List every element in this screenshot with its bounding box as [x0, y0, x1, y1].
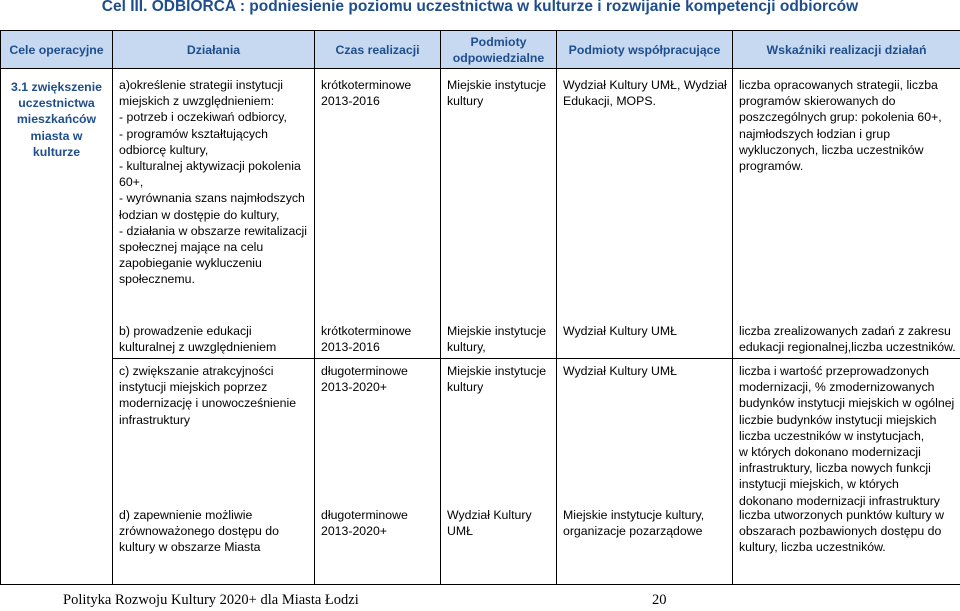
- partners-a-text: Wydział Kultury UMŁ, Wydział Edukacji, MOPS.: [563, 78, 727, 109]
- indicators-c-text: liczba i wartość przeprowadzonych modernizacji, % zmodernizowanych budynków instytucji miejskich w ogólnej liczbie budynków instytucji miejskich liczba uczestników w instytucjach, w których dokonano modernizacji infrastruktury, liczba nowych funkcji instytucji miejskich, w których dokonano modernizacji infrastruktury: [739, 364, 955, 508]
- partners-cell: [557, 69, 733, 359]
- time-d-text: długoterminowe 2013-2020+: [321, 508, 408, 539]
- responsible-cell: [441, 69, 557, 359]
- indicators-cell: [733, 359, 960, 585]
- header-goals: Cele operacyjne: [1, 31, 113, 69]
- partners-b-text: Wydział Kultury UMŁ: [563, 324, 678, 338]
- header-partners: Podmioty współpracujące: [557, 31, 733, 69]
- indicators-a-text: liczba opracowanych strategii, liczba programów skierowanych do poszczególnych grup: pokolenia 60+, najmłodszych łodzian i grup wykluczonych, liczba uczestników programów.: [739, 78, 942, 174]
- partners-cell: [557, 359, 733, 585]
- time-a-text: krótkoterminowe 2013-2016: [321, 78, 412, 109]
- responsible-d-text: Wydział Kultury UMŁ: [447, 508, 532, 539]
- action-b-text: b) prowadzenie edukacji kulturalnej z uwzględnieniem: [119, 324, 277, 355]
- page-title: Cel III. ODBIORCA : podniesienie poziomu uczestnictwa w kulturze i rozwijanie kompetencji odbiorców: [101, 0, 859, 15]
- actions-cell: [113, 69, 315, 359]
- action-a-text: a)określenie strategii instytucji miejskich z uwzględnieniem: - potrzeb i oczekiwań odbiorcy, - programów kształtujących odbiorcę kultury, - kulturalnej aktywizacji pokolenia 60+, - wyrównania szans najmłodszych łodzian w dostępie do kultury, - działania w obszarze rewitalizacji społecznej mające na celu zapobieganie wykluczeniu społecznemu.: [119, 78, 307, 287]
- operational-goal: 3.1 zwiększenie uczestnictwa mieszkańców miasta w kulturze: [1, 69, 113, 585]
- table-row: [1, 69, 960, 359]
- header-actions: Działania: [113, 31, 315, 69]
- actions-cell: [113, 359, 315, 585]
- time-c-text: długoterminowe 2013-2020+: [321, 364, 408, 395]
- action-d-text: d) zapewnienie możliwie zrównoważonego dostępu do kultury w obszarze Miasta: [119, 508, 279, 555]
- header-responsible: Podmioty odpowiedzialne: [441, 31, 557, 69]
- partners-c-text: Wydział Kultury UMŁ: [563, 364, 678, 378]
- responsible-c-text: Miejskie instytucje kultury: [447, 364, 547, 395]
- footer-text: Polityka Rozwoju Kultury 2020+ dla Miasta Łodzi: [63, 592, 359, 608]
- action-table: [0, 30, 960, 585]
- indicators-d-text: liczba utworzonych punktów kultury w obszarach pozbawionych dostępu do kultury, liczba uczestników.: [739, 508, 945, 555]
- time-b-text: krótkoterminowe 2013-2016: [321, 324, 412, 355]
- header-indicators: Wskaźniki realizacji działań: [733, 31, 960, 69]
- time-cell: [315, 69, 441, 359]
- page-number: 20: [652, 592, 667, 608]
- responsible-cell: [441, 359, 557, 585]
- table-row: [1, 359, 960, 585]
- indicators-b-text: liczba zrealizowanych zadań z zakresu edukacji regionalnej,liczba uczestników.: [739, 324, 956, 355]
- responsible-a-text: Miejskie instytucje kultury: [447, 78, 547, 109]
- time-cell: [315, 359, 441, 585]
- header-time: Czas realizacji: [315, 31, 441, 69]
- action-c-text: c) zwiększanie atrakcyjności instytucji miejskich poprzez modernizację i unowocześnienie infrastruktury: [119, 364, 297, 427]
- table-header-row: [1, 31, 960, 69]
- partners-d-text: Miejskie instytucje kultury, organizacje pozarządowe: [563, 508, 705, 539]
- indicators-cell: [733, 69, 960, 359]
- responsible-b-text: Miejskie instytucje kultury,: [447, 324, 547, 355]
